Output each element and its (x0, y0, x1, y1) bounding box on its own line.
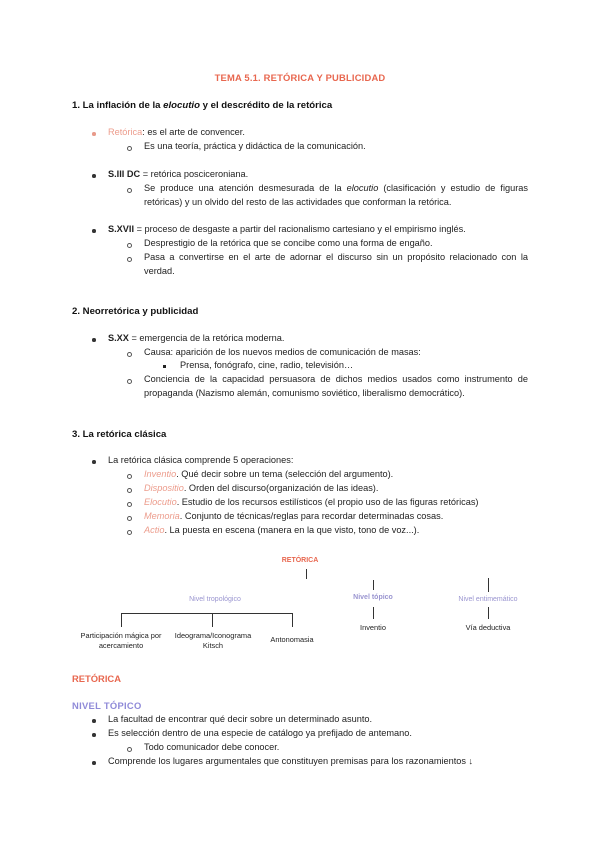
sub-bullet (127, 257, 132, 262)
heading-italic: elocutio (163, 100, 200, 111)
diagram-connector (121, 613, 122, 627)
section-4-heading: RETÓRICA (72, 673, 121, 684)
term: Actio (144, 525, 165, 535)
heading-text: y el descrédito de la retórica (199, 100, 333, 111)
operation-item (144, 482, 378, 495)
section-1-heading (72, 100, 332, 111)
diagram-connector (212, 613, 213, 627)
list-item (108, 223, 466, 236)
diagram-connector (306, 569, 307, 579)
diagram-connector (292, 613, 293, 627)
term: S.XVII (108, 224, 135, 234)
term: S.XX (108, 333, 129, 343)
sub-bullet (127, 488, 132, 493)
bullet (92, 733, 96, 737)
bullet (92, 132, 96, 136)
list-item: La retórica clásica comprende 5 operaciones: (108, 455, 294, 465)
term: Retórica (108, 127, 143, 137)
operation-item (144, 524, 419, 537)
list-item: Comprende los lugares argumentales que constituyen premisas para los razonamientos ↓ (108, 756, 474, 766)
list-subsubitem: Prensa, fonógrafo, cine, radio, televisión… (180, 360, 354, 370)
item-text: = retórica posciceroniana. (140, 169, 249, 179)
diagram-root: RETÓRICA (281, 557, 319, 564)
diagram-level-topico: Nivel tópico (353, 594, 393, 601)
list-item (108, 126, 245, 139)
item-text: . La puesta en escena (manera en la que visto, tono de voz...). (164, 525, 420, 535)
section-4-subheading: NIVEL TÓPICO (72, 700, 142, 711)
item-text: : es el arte de convencer. (142, 127, 245, 137)
operation-item (144, 510, 443, 523)
item-text: . Orden del discurso(organización de las ideas). (183, 483, 379, 493)
diagram-leaf: Participación mágica por acercamiento (80, 631, 162, 650)
term: Elocutio (144, 497, 177, 507)
sub-bullet (127, 516, 132, 521)
list-subitem: Pasa a convertirse en el arte de adornar el discurso sin un propósito relacionado con la verdad. (144, 252, 528, 276)
list-item: La facultad de encontrar qué decir sobre un determinado asunto. (108, 714, 373, 724)
section-3-heading: 3. La retórica clásica (72, 429, 167, 440)
diagram-connector (488, 578, 489, 592)
term: Inventio (144, 469, 177, 479)
term: Memoria (144, 511, 180, 521)
bullet (92, 761, 96, 765)
sub-bullet (127, 474, 132, 479)
list-subitem (144, 181, 528, 209)
bullet (92, 174, 96, 178)
list-subitem: Causa: aparición de los nuevos medios de comunicación de masas: (144, 347, 421, 357)
item-text: Se produce una atención desmesurada de la (144, 183, 347, 193)
sub-bullet (127, 747, 132, 752)
sub-bullet (127, 352, 132, 357)
bullet (92, 338, 96, 342)
diagram-leaf: Antonomasia (270, 635, 314, 644)
list-subitem: Desprestigio de la retórica que se concibe como una forma de engaño. (144, 238, 433, 248)
item-text: . Qué decir sobre un tema (selección del argumento). (176, 469, 394, 479)
diagram-level-tropologico: Nivel tropológico (189, 596, 241, 603)
term: Dispositio (144, 483, 184, 493)
diagram-leaf: Ideograma/Iconograma Kitsch (174, 631, 252, 650)
list-subitem: Es una teoría, práctica y didáctica de la comunicación. (144, 141, 366, 151)
heading-text: 1. La inflación de la (72, 100, 164, 111)
bullet (92, 460, 96, 464)
operation-item (144, 496, 478, 509)
item-text: (clasificación y estudio de figuras retóricas) y un olvido del resto de las actividades que conforman la retórica. (144, 183, 528, 207)
list-item (108, 168, 248, 181)
sub-bullet (127, 502, 132, 507)
list-subitem: Todo comunicador debe conocer. (144, 742, 280, 752)
sub-bullet (127, 530, 132, 535)
list-item (108, 332, 284, 345)
section-2-heading: 2. Neorretórica y publicidad (72, 306, 199, 317)
item-text: . Estudio de los recursos estilísticos (el propio uso de las figuras retóricas) (176, 497, 479, 507)
page-title: TEMA 5.1. RETÓRICA Y PUBLICIDAD (214, 72, 386, 83)
sub-bullet (127, 243, 132, 248)
sub-bullet (127, 146, 132, 151)
square-bullet (163, 365, 166, 368)
operation-item (144, 468, 393, 481)
diagram-leaf: Inventio (360, 623, 386, 632)
diagram-branch (121, 613, 293, 614)
item-text: = proceso de desgaste a partir del racionalismo cartesiano y el empirismo inglés. (134, 224, 466, 234)
sub-bullet (127, 188, 132, 193)
item-italic: elocutio (346, 183, 379, 193)
bullet (92, 719, 96, 723)
bullet (92, 229, 96, 233)
term: S.III DC (108, 169, 141, 179)
diagram-level-entimematico: Nivel entimemático (458, 596, 518, 603)
list-item: Es selección dentro de una especie de catálogo ya prefijado de antemano. (108, 728, 412, 738)
diagram-connector (373, 607, 374, 619)
list-subitem: Conciencia de la capacidad persuasora de dichos medios usados como instrumento de propaganda (Nazismo alemán, comunismo soviético, liberalismo democrático). (144, 374, 528, 398)
sub-bullet (127, 379, 132, 384)
diagram-connector (373, 580, 374, 590)
item-text: = emergencia de la retórica moderna. (128, 333, 285, 343)
diagram-leaf: Vía deductiva (465, 623, 511, 632)
item-text: . Conjunto de técnicas/reglas para recordar determinadas cosas. (179, 511, 444, 521)
diagram-connector (488, 607, 489, 619)
